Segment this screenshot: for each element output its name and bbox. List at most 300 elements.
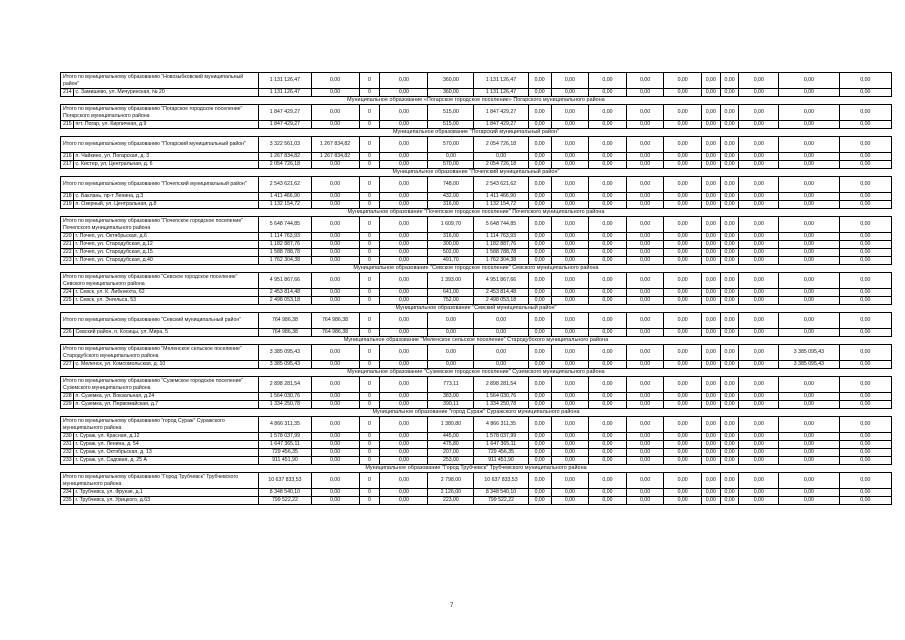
value-cell: 0,00	[701, 433, 720, 441]
value-cell: 5 648 744,85	[474, 217, 528, 233]
value-cell: 764 986,38	[311, 313, 359, 329]
table-row	[61, 497, 892, 505]
address-cell: г. Сураж, ул. Ленина, д. 54	[73, 441, 259, 449]
value-cell: 0,00	[701, 217, 720, 233]
value-cell: 1 847 429,27	[259, 121, 311, 129]
value-cell: 0,00	[311, 89, 359, 97]
value-cell: 0	[359, 249, 380, 257]
value-cell: 0,00	[701, 201, 720, 209]
value-cell: 0,00	[626, 441, 664, 449]
value-cell: 0,00	[664, 193, 702, 201]
value-cell: 0	[359, 497, 380, 505]
value-cell: 0,00	[739, 289, 779, 297]
subtotal-row	[61, 417, 892, 433]
value-cell: 0,00	[626, 377, 664, 393]
value-cell: 1 114 763,93	[474, 233, 528, 241]
value-cell: 0,00	[626, 105, 664, 121]
value-cell: 0,00	[779, 241, 840, 249]
value-cell: 0,00	[839, 457, 891, 465]
value-cell: 0,00	[720, 105, 739, 121]
value-cell: 0,00	[428, 361, 474, 369]
value-cell: 0,00	[589, 201, 627, 209]
value-cell: 0,00	[380, 433, 428, 441]
value-cell: 0,00	[664, 137, 702, 153]
value-cell: 0,00	[626, 433, 664, 441]
value-cell: 0,00	[551, 121, 589, 129]
value-cell: 0,00	[380, 89, 428, 97]
value-cell: 0,00	[739, 217, 779, 233]
value-cell: 0,00	[380, 417, 428, 433]
value-cell: 0,00	[311, 433, 359, 441]
value-cell: 0,00	[839, 217, 891, 233]
value-cell: 0,00	[528, 217, 551, 233]
value-cell: 1 267 834,82	[259, 153, 311, 161]
section-header-row	[61, 209, 892, 217]
value-cell: 0,00	[528, 417, 551, 433]
value-cell: 0,00	[311, 393, 359, 401]
value-cell: 0,00	[626, 289, 664, 297]
table-row	[61, 241, 892, 249]
value-cell: 752,00	[428, 297, 474, 305]
value-cell: 515,00	[428, 121, 474, 129]
value-cell: 0,00	[779, 105, 840, 121]
address-cell: п. Чайкино, ул. Погарская, д. 3	[73, 153, 259, 161]
value-cell: 1 182 887,76	[474, 241, 528, 249]
value-cell: 0,00	[551, 241, 589, 249]
section-header-row	[61, 97, 892, 105]
value-cell: 0,00	[589, 457, 627, 465]
value-cell: 2 543 621,62	[474, 177, 528, 193]
value-cell: 0,00	[626, 361, 664, 369]
value-cell: 0,00	[589, 121, 627, 129]
value-cell: 1 411 466,90	[474, 193, 528, 201]
value-cell: 0,00	[664, 289, 702, 297]
value-cell: 0,00	[474, 313, 528, 329]
value-cell: 0,00	[528, 345, 551, 361]
value-cell: 0,00	[311, 233, 359, 241]
value-cell: 0,00	[779, 329, 840, 337]
value-cell: 5 648 744,85	[259, 217, 311, 233]
value-cell: 0,00	[311, 449, 359, 457]
value-cell: 0,00	[664, 161, 702, 169]
value-cell: 0	[359, 241, 380, 249]
value-cell: 0,00	[779, 497, 840, 505]
value-cell: 0,00	[664, 121, 702, 129]
value-cell: 383,00	[428, 393, 474, 401]
value-cell: 0,00	[839, 433, 891, 441]
value-cell: 1 647 365,11	[259, 441, 311, 449]
value-cell: 0,00	[311, 193, 359, 201]
value-cell: 0,00	[380, 241, 428, 249]
value-cell: 8 348 540,10	[259, 489, 311, 497]
address-cell: г. Почеп, ул. Стародубская, д.12	[73, 241, 259, 249]
value-cell: 0,00	[311, 73, 359, 89]
value-cell: 0,00	[720, 489, 739, 497]
value-cell: 0,00	[720, 289, 739, 297]
value-cell: 0	[359, 377, 380, 393]
value-cell: 0,00	[589, 313, 627, 329]
value-cell: 0,00	[839, 289, 891, 297]
section-header-row	[61, 305, 892, 313]
value-cell: 0,00	[528, 193, 551, 201]
value-cell: 0,00	[720, 313, 739, 329]
value-cell: 0,00	[380, 289, 428, 297]
value-cell: 0,00	[664, 401, 702, 409]
value-cell: 0,00	[380, 377, 428, 393]
value-cell: 0,00	[626, 473, 664, 489]
value-cell: 0,00	[380, 177, 428, 193]
value-cell: 0,00	[626, 497, 664, 505]
value-cell: 0	[359, 417, 380, 433]
value-cell: 0,00	[839, 257, 891, 265]
value-cell: 0,00	[701, 457, 720, 465]
value-cell: 0,00	[380, 273, 428, 289]
value-cell: 0,00	[551, 233, 589, 241]
subtotal-row	[61, 345, 892, 361]
value-cell: 0,00	[779, 273, 840, 289]
value-cell: 0,00	[311, 177, 359, 193]
row-number: 235	[61, 497, 74, 505]
value-cell: 4 951 867,66	[259, 273, 311, 289]
value-cell: 0,00	[589, 73, 627, 89]
value-cell: 0,00	[779, 121, 840, 129]
value-cell: 1 334 250,78	[259, 401, 311, 409]
value-cell: 0,00	[528, 433, 551, 441]
value-cell: 515,00	[428, 105, 474, 121]
value-cell: 0,00	[589, 233, 627, 241]
value-cell: 1 564 030,76	[474, 393, 528, 401]
value-cell: 1 578 037,99	[474, 433, 528, 441]
value-cell: 207,00	[428, 449, 474, 457]
value-cell: 0,00	[589, 257, 627, 265]
value-cell: 0,00	[701, 313, 720, 329]
value-cell: 0,00	[311, 441, 359, 449]
value-cell: 2 498 053,18	[474, 297, 528, 305]
address-cell: пгт. Погар, ул. Кирпичная, д.9	[73, 121, 259, 129]
value-cell: 0,00	[380, 473, 428, 489]
value-cell: 2 798,00	[428, 473, 474, 489]
value-cell: 0,00	[528, 249, 551, 257]
value-cell: 0,00	[779, 89, 840, 97]
section-title: Муниципальное образование «Погарское городское поселение» Погарского муниципального района	[347, 97, 605, 104]
row-number: 233	[61, 457, 74, 465]
value-cell: 4 951 867,66	[474, 273, 528, 289]
value-cell: 0,00	[664, 201, 702, 209]
value-cell: 0,00	[720, 161, 739, 169]
value-cell: 0,00	[701, 473, 720, 489]
address-cell: г. Почеп, ул. Стародубская, д.40	[73, 257, 259, 265]
value-cell: 390,11	[428, 401, 474, 409]
value-cell: 0,00	[839, 137, 891, 153]
value-cell: 0,00	[311, 241, 359, 249]
value-cell: 0,00	[380, 153, 428, 161]
value-cell: 0	[359, 313, 380, 329]
table-row	[61, 393, 892, 401]
value-cell: 0,00	[664, 105, 702, 121]
value-cell: 0,00	[380, 393, 428, 401]
value-cell: 0,00	[551, 105, 589, 121]
value-cell: 0,00	[528, 441, 551, 449]
value-cell: 0,00	[664, 73, 702, 89]
table-row	[61, 257, 892, 265]
value-cell: 1 182 887,76	[259, 241, 311, 249]
value-cell: 0,00	[311, 161, 359, 169]
row-number: 232	[61, 449, 74, 457]
value-cell: 0,00	[474, 361, 528, 369]
section-title: Муниципальное образование "Меленское сельское поселение" Стародубского муниципального района	[343, 337, 609, 344]
value-cell: 799 522,22	[474, 497, 528, 505]
address-cell: г. Сураж, ул. Октябрьская, д. 13	[73, 449, 259, 457]
value-cell: 0,00	[839, 449, 891, 457]
row-number: 231	[61, 441, 74, 449]
row-number: 234	[61, 489, 74, 497]
value-cell: 0,00	[779, 289, 840, 297]
value-cell: 2 498 053,18	[259, 297, 311, 305]
value-cell: 0,00	[839, 177, 891, 193]
value-cell: 0,00	[626, 193, 664, 201]
value-cell: 0,00	[528, 393, 551, 401]
value-cell: 0,00	[739, 137, 779, 153]
section-header-row	[61, 409, 892, 417]
value-cell: 0,00	[779, 193, 840, 201]
value-cell: 0,00	[626, 153, 664, 161]
subtotal-label: Итого по муниципальному образованию "Погарское городское поселение" Погарского муниципального района	[61, 105, 259, 121]
value-cell: 0,00	[739, 449, 779, 457]
value-cell: 0,00	[720, 441, 739, 449]
value-cell: 0,00	[311, 345, 359, 361]
table-row	[61, 233, 892, 241]
value-cell: 0,00	[528, 313, 551, 329]
row-number: 215	[61, 121, 74, 129]
value-cell: 0,00	[551, 249, 589, 257]
value-cell: 0,00	[311, 273, 359, 289]
value-cell: 0,00	[779, 233, 840, 241]
table-row	[61, 193, 892, 201]
report-sheet	[60, 72, 892, 505]
value-cell: 0,00	[311, 297, 359, 305]
value-cell: 0,00	[626, 329, 664, 337]
address-cell: г. Севск, ул. Энгельса, 53	[73, 297, 259, 305]
table-row	[61, 401, 892, 409]
value-cell: 0,00	[474, 345, 528, 361]
value-cell: 0,00	[739, 201, 779, 209]
value-cell: 0,00	[664, 449, 702, 457]
row-number: 226	[61, 329, 74, 337]
value-cell: 0,00	[839, 73, 891, 89]
value-cell: 0,00	[664, 417, 702, 433]
address-cell: п. Суземка, ул. Вокзальная, д.24	[73, 393, 259, 401]
value-cell: 0,00	[720, 393, 739, 401]
value-cell: 0,00	[739, 153, 779, 161]
value-cell: 0,00	[720, 497, 739, 505]
table-row	[61, 457, 892, 465]
value-cell: 0,00	[839, 233, 891, 241]
value-cell: 0,00	[380, 361, 428, 369]
value-cell: 3 385 095,43	[779, 345, 840, 361]
value-cell: 0,00	[720, 257, 739, 265]
value-cell: 0,00	[380, 249, 428, 257]
value-cell: 0,00	[311, 121, 359, 129]
value-cell: 0,00	[739, 441, 779, 449]
value-cell: 0,00	[779, 313, 840, 329]
address-cell: г. Трубчевск, ул. Урицкого, д.63	[73, 497, 259, 505]
table-row	[61, 361, 892, 369]
subtotal-label: Итого по муниципальному образованию "Погарский муниципальный район"	[61, 137, 259, 153]
value-cell: 0,00	[779, 177, 840, 193]
value-cell: 502,00	[428, 249, 474, 257]
value-cell: 0,00	[720, 473, 739, 489]
value-cell: 0,00	[589, 329, 627, 337]
section-title: Муниципальное образование "город Сураж" Суражского муниципального района	[372, 409, 580, 416]
table-body	[61, 73, 892, 505]
value-cell: 0,00	[589, 177, 627, 193]
value-cell: 0,00	[701, 121, 720, 129]
value-cell: 0	[359, 289, 380, 297]
value-cell: 0,00	[428, 313, 474, 329]
row-number: 227	[61, 361, 74, 369]
value-cell: 0,00	[664, 241, 702, 249]
value-cell: 1 267 834,82	[311, 153, 359, 161]
value-cell: 253,00	[428, 457, 474, 465]
value-cell: 0,00	[528, 489, 551, 497]
row-number: 230	[61, 433, 74, 441]
subtotal-label: Итого по муниципальному образованию "Севское городское поселение" Севского муниципального района	[61, 273, 259, 289]
repair-program-table	[60, 72, 892, 505]
value-cell: 0,00	[528, 105, 551, 121]
value-cell: 0,00	[589, 249, 627, 257]
value-cell: 0,00	[626, 249, 664, 257]
value-cell: 0,00	[720, 345, 739, 361]
value-cell: 0,00	[528, 73, 551, 89]
value-cell: 0,00	[701, 273, 720, 289]
value-cell: 0,00	[551, 137, 589, 153]
value-cell: 0,00	[664, 473, 702, 489]
value-cell: 0,00	[380, 193, 428, 201]
subtotal-row	[61, 473, 892, 489]
table-row	[61, 89, 892, 97]
value-cell: 0,00	[664, 249, 702, 257]
value-cell: 0,00	[739, 313, 779, 329]
value-cell: 0,00	[551, 177, 589, 193]
value-cell: 0,00	[720, 417, 739, 433]
section-title: Муниципальное образование "Почепское городское поселение" Почепского муниципального района	[347, 209, 605, 216]
value-cell: 0,00	[626, 489, 664, 497]
value-cell: 0,00	[589, 273, 627, 289]
subtotal-label: Итого по муниципальному образованию "Почепский муниципальный район"	[61, 177, 259, 193]
value-cell: 0,00	[839, 89, 891, 97]
value-cell: 0	[359, 441, 380, 449]
value-cell: 1 762 304,38	[474, 257, 528, 265]
value-cell: 4 866 311,35	[474, 417, 528, 433]
value-cell: 0,00	[701, 401, 720, 409]
value-cell: 0,00	[739, 393, 779, 401]
value-cell: 0,00	[528, 233, 551, 241]
value-cell: 0,00	[701, 345, 720, 361]
value-cell: 1 847 429,27	[474, 121, 528, 129]
value-cell: 0,00	[551, 441, 589, 449]
value-cell: 0,00	[551, 497, 589, 505]
value-cell: 1 847 429,27	[259, 105, 311, 121]
value-cell: 0	[359, 193, 380, 201]
subtotal-label: Итого по муниципальному образованию "Город Трубчевск" Трубчевского муниципального района	[61, 473, 259, 489]
value-cell: 0,00	[380, 441, 428, 449]
value-cell: 0,00	[626, 177, 664, 193]
value-cell: 0,00	[551, 273, 589, 289]
value-cell: 0,00	[739, 489, 779, 497]
table-row	[61, 161, 892, 169]
value-cell: 0,00	[739, 457, 779, 465]
value-cell: 0,00	[839, 297, 891, 305]
value-cell: 0,00	[664, 217, 702, 233]
value-cell: 0,00	[311, 361, 359, 369]
value-cell: 570,00	[428, 161, 474, 169]
value-cell: 0,00	[720, 153, 739, 161]
value-cell: 0	[359, 329, 380, 337]
table-row	[61, 441, 892, 449]
address-cell: с. Замишево, ул. Мичуринская, № 20	[73, 89, 259, 97]
value-cell: 0,00	[779, 201, 840, 209]
row-number: 217	[61, 161, 74, 169]
value-cell: 0,00	[664, 441, 702, 449]
value-cell: 0	[359, 345, 380, 361]
value-cell: 0,00	[474, 329, 528, 337]
value-cell: 0,00	[551, 153, 589, 161]
value-cell: 0,00	[589, 401, 627, 409]
value-cell: 0,00	[664, 233, 702, 241]
value-cell: 0,00	[528, 449, 551, 457]
value-cell: 0,00	[664, 457, 702, 465]
value-cell: 0,00	[739, 497, 779, 505]
value-cell: 0,00	[779, 73, 840, 89]
value-cell: 0	[359, 153, 380, 161]
value-cell: 0	[359, 73, 380, 89]
value-cell: 0,00	[551, 89, 589, 97]
value-cell: 0	[359, 297, 380, 305]
value-cell: 0,00	[779, 441, 840, 449]
value-cell: 773,11	[428, 377, 474, 393]
value-cell: 8 348 540,10	[474, 489, 528, 497]
value-cell: 0,00	[380, 121, 428, 129]
value-cell: 432,00	[428, 193, 474, 201]
value-cell: 360,00	[428, 89, 474, 97]
value-cell: 570,00	[428, 137, 474, 153]
value-cell: 0,00	[626, 217, 664, 233]
value-cell: 0,00	[720, 241, 739, 249]
value-cell: 0,00	[551, 345, 589, 361]
value-cell: 10 637 833,53	[259, 473, 311, 489]
value-cell: 0,00	[720, 377, 739, 393]
value-cell: 0	[359, 233, 380, 241]
section-title: Муниципальное образование "Севский муниципальный район"	[395, 305, 557, 312]
value-cell: 3 385 095,43	[259, 345, 311, 361]
value-cell: 1 588 788,78	[474, 249, 528, 257]
value-cell: 0,00	[551, 217, 589, 233]
value-cell: 0,00	[528, 401, 551, 409]
value-cell: 0,00	[779, 249, 840, 257]
section-title: Муниципальное образование "Севское городское поселение" Севского муниципального района	[353, 265, 599, 272]
value-cell: 0,00	[311, 289, 359, 297]
subtotal-label: Итого по муниципальному образованию "Суземское городское поселение" Суземского муниципального района	[61, 377, 259, 393]
value-cell: 1 334 250,78	[474, 401, 528, 409]
value-cell: 0,00	[528, 153, 551, 161]
value-cell: 0,00	[701, 377, 720, 393]
value-cell: 3 322 561,03	[259, 137, 311, 153]
value-cell: 0,00	[626, 393, 664, 401]
value-cell: 1 411 466,90	[259, 193, 311, 201]
value-cell: 0,00	[528, 297, 551, 305]
value-cell: 0,00	[779, 217, 840, 233]
row-number: 223	[61, 257, 74, 265]
